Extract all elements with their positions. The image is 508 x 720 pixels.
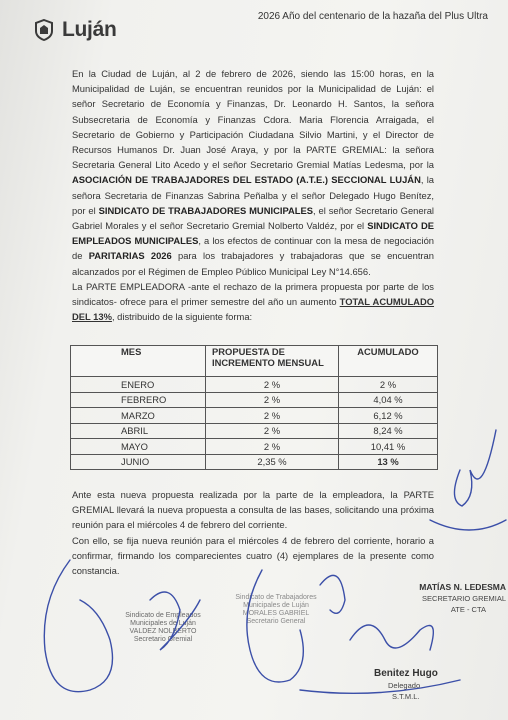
paritarias-label: PARITARIAS 2026 — [88, 250, 172, 262]
cell-inc: 2 % — [206, 392, 339, 408]
closing-paragraph-1: Ante esta nueva propuesta realizada por la parte de la empleadora, la PARTE GREMIAL llevará la nueva propuesta a consulta de las bases, solicitando una próxima reunión para el miércoles 4 de febrero del corriente. — [72, 489, 434, 531]
cell-inc: 2 % — [206, 377, 339, 393]
cell-mes: FEBRERO — [71, 392, 206, 408]
intro-text-2: , la señora Secretaria de Finanzas Sabrina Peñalba y el señor Delegado Hugo Benítez, por el — [72, 174, 434, 216]
benitez-org: S.T.M.L. — [392, 692, 420, 701]
stamp-sem-text: Sindicato de Empleados Municipales de Luján VALDEZ NOLBERTO Secretario Gremial — [125, 612, 201, 643]
cell-inc: 2 % — [206, 423, 339, 439]
cell-acu: 4,04 % — [339, 392, 438, 408]
closing-paragraph-2: Con ello, se fija nueva reunión para el miércoles 4 de febrero del corriente, horario a confirmar, firmando los comparecientes cuatro (4) ejemplares de la presente como constancia. — [72, 534, 434, 577]
cell-acu: 8,24 % — [339, 423, 438, 439]
benitez-role: Delegado — [388, 681, 421, 690]
ledesma-org: ATE - CTA — [450, 605, 486, 614]
total-accumulated: TOTAL ACUMULADO DEL 13% — [72, 296, 435, 323]
col-mes: MES — [71, 346, 206, 377]
col-propuesta: PROPUESTA DE INCREMENTO MENSUAL — [206, 346, 339, 377]
signature-right-tall — [454, 430, 496, 506]
cell-acu: 13 % — [339, 454, 438, 470]
cell-acu: 10,41 % — [339, 439, 438, 455]
signature-middle-stroke — [320, 575, 345, 613]
offer-text: La PARTE EMPLEADORA -ante el rechazo de la primera propuesta por parte de los sindicatos- ofrece para el primer semestre del año un aumento — [72, 280, 434, 308]
union-sem: SINDICATO DE EMPLEADOS MUNICIPALES — [72, 220, 434, 247]
cell-mes: JUNIO — [71, 454, 206, 470]
cell-acu: 2 % — [339, 377, 438, 393]
stamp-stm-text: Sindicato de Trabajadores Municipales de Luján MORALES GABRIEL Secretario General — [235, 594, 317, 625]
offer-text-end: , distribuido de la siguiente forma: — [111, 311, 253, 323]
intro-text-4: , a los efectos de continuar con la mesa de negociación de — [72, 235, 435, 262]
year-motto: 2026 Año del centenario de la hazaña del Plus Ultra — [257, 11, 488, 22]
signature-right-tail — [430, 520, 506, 530]
union-ate: ASOCIACIÓN DE TRABAJADORES DEL ESTADO (A.T.E.) SECCIONAL LUJÁN — [72, 174, 421, 186]
intro-text-3: , el señor Secretario General Gabriel Morales y el señor Secretario Gremial Nolberto Valdéz, por el — [72, 204, 435, 232]
brand-name: Luján — [62, 18, 117, 41]
intro-text-1: En la Ciudad de Luján, al 2 de febrero de 2026, siendo las 15:00 horas, en la Municipalidad de Luján, se encuentran reunidos por la Municipalidad de Luján: el señor Secretario de Economía y Finanzas, Dr. Leonardo H. Santos, la señora Subsecretaria de Economía y Finanzas Cdora. Maria Florencia Arraigada, el Secretario de Gobierno y Participación Ciudadana Silvio Martini, y el Director de Recursos Humanos Dr. Juan José Araya, y por la PARTE GREMIAL: la señora Secretaria General Lito Acedo y el señor Secretario Gremial Matías Ledesma, por la — [72, 68, 434, 171]
signature-benitez — [350, 625, 433, 650]
benitez-name: Benitez Hugo — [374, 668, 438, 679]
signature-bottom-line — [300, 680, 460, 693]
cell-inc: 2 % — [206, 439, 339, 455]
cell-mes: ENERO — [71, 377, 206, 393]
cell-inc: 2 % — [206, 408, 339, 424]
col-acumulado: ACUMULADO — [339, 346, 438, 377]
signature-middle-loop — [247, 570, 303, 682]
cell-mes: MAYO — [71, 439, 206, 455]
signature-left-stroke — [150, 592, 200, 650]
cell-mes: ABRIL — [71, 423, 206, 439]
signature-left-loop — [44, 560, 112, 692]
intro-text-5: para los trabajadores y trabajadoras que se encuentran alcanzados por el Régimen de Empleo Público Municipal Ley N°14.656. — [72, 250, 434, 277]
cell-inc: 2,35 % — [206, 454, 339, 470]
cell-acu: 6,12 % — [339, 408, 438, 424]
ledesma-name: MATÍAS N. LEDESMA — [419, 582, 506, 592]
union-stm: SINDICATO DE TRABAJADORES MUNICIPALES — [98, 204, 314, 216]
cell-mes: MARZO — [71, 408, 206, 424]
ledesma-role: SECRETARIO GREMIAL — [421, 594, 506, 603]
